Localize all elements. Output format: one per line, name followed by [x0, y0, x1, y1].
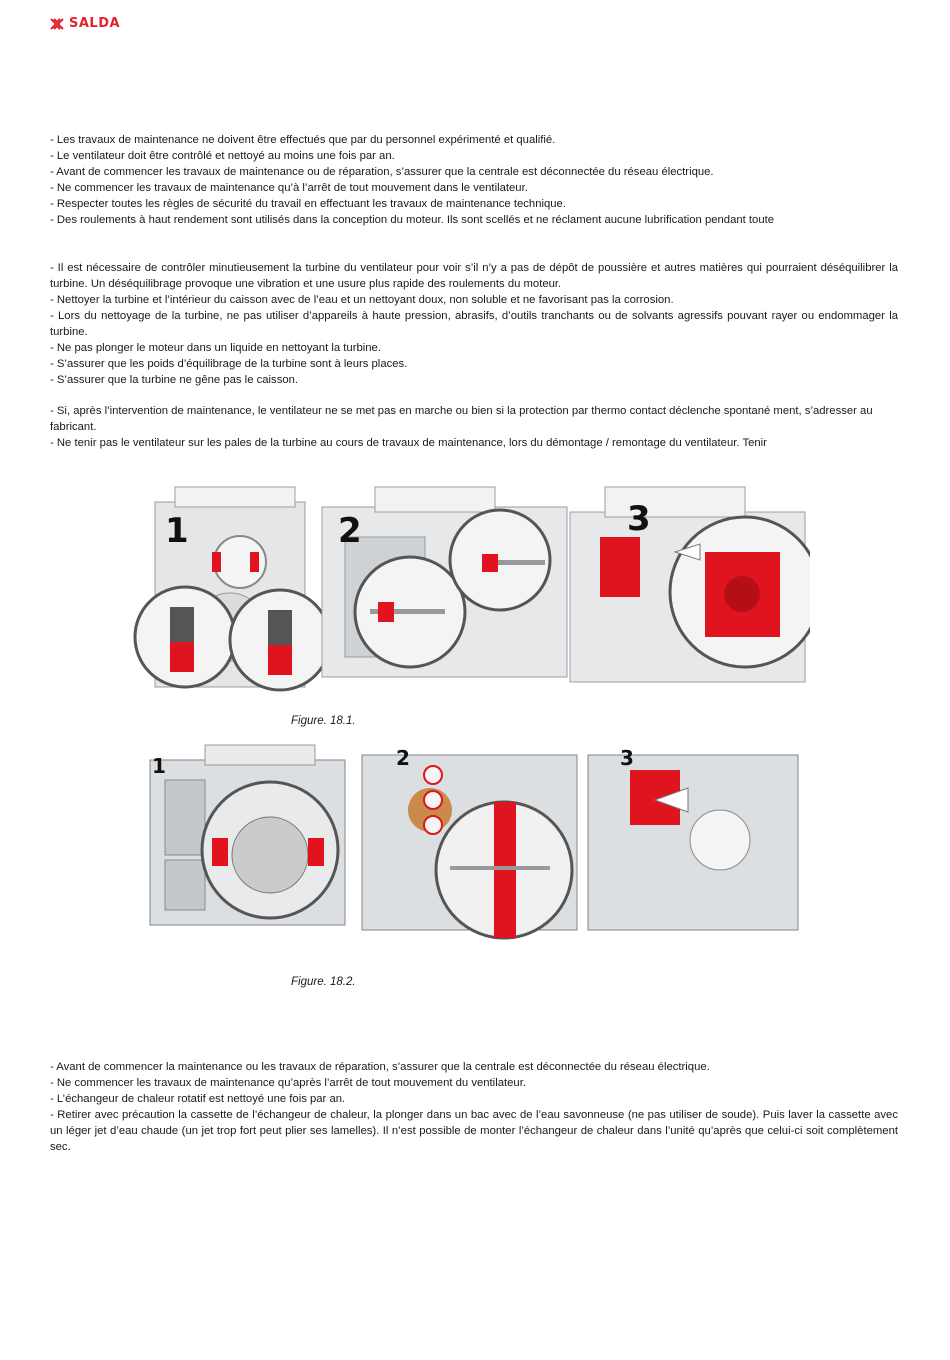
salda-logo [50, 16, 120, 31]
heat-exchanger-list [50, 1059, 898, 1155]
general-maintenance-list [50, 132, 898, 228]
step-number: 2 [396, 746, 410, 770]
list-item: - Avant de commencer la maintenance ou les travaux de réparation, s’assurer que la centrale est déconnectée du réseau électrique. [50, 1061, 710, 1073]
list-item: - L’échangeur de chaleur rotatif est nettoyé une fois par an. [50, 1093, 346, 1105]
list-item: - Lors du nettoyage de la turbine, ne pas utiliser d’appareils à haute pression, abrasifs, d’outils tranchants ou de solvants agressifs pouvant rayer ou endommager la turbine. [50, 310, 898, 338]
figure-18-1 [130, 482, 810, 697]
step-number: 1 [165, 511, 189, 551]
figure-18-2-caption: Figure. 18.2. [291, 976, 356, 988]
fan-warning-list [50, 403, 898, 451]
step-number: 2 [338, 511, 362, 551]
list-item: - Ne pas plonger le moteur dans un liquide en nettoyant la turbine. [50, 342, 381, 354]
figure-18-2 [140, 740, 810, 950]
step-number: 3 [620, 746, 634, 770]
figure-18-1-panel-2 [322, 487, 567, 677]
list-item: - Ne commencer les travaux de maintenance qu’à l’arrêt de tout mouvement dans le ventilateur. [50, 182, 528, 194]
figure-18-1-panel-1 [135, 487, 330, 690]
list-item: - Il est nécessaire de contrôler minutieusement la turbine du ventilateur pour voir s’il n’y a pas de dépôt de poussière et autres matières qui pourraient déséquilibrer la turbine. Un déséquilibrage provoque une vibration et une usure plus rapide des roulements du moteur. [50, 262, 898, 290]
figure-18-2-panel-1 [150, 745, 345, 925]
list-item: - Le ventilateur doit être contrôlé et nettoyé au moins une fois par an. [50, 150, 395, 162]
list-item: - Nettoyer la turbine et l’intérieur du caisson avec de l’eau et un nettoyant doux, non soluble et ne favorisant pas la corrosion. [50, 294, 674, 306]
figure-18-1-panel-3 [570, 487, 810, 682]
figure-18-1-caption: Figure. 18.1. [291, 715, 356, 727]
list-item: - Ne commencer les travaux de maintenance qu’après l’arrêt de tout mouvement du ventilateur. [50, 1077, 526, 1089]
list-item: - Avant de commencer les travaux de maintenance ou de réparation, s’assurer que la centrale est déconnectée du réseau électrique. [50, 166, 714, 178]
turbine-cleaning-list [50, 260, 898, 388]
salda-logo-icon [50, 18, 64, 30]
step-number: 1 [152, 754, 166, 778]
list-item: - S’assurer que la turbine ne gêne pas le caisson. [50, 374, 299, 386]
step-number: 3 [627, 499, 651, 539]
brand-name: SALDA [69, 16, 121, 31]
list-item: - Les travaux de maintenance ne doivent être effectués que par du personnel expérimenté et qualifié. [50, 134, 556, 146]
list-item: - Des roulements à haut rendement sont utilisés dans la conception du moteur. Ils sont scellés et ne réclament aucune lubrification pendant toute [50, 214, 775, 226]
list-item: - Respecter toutes les règles de sécurité du travail en effectuant les travaux de maintenance technique. [50, 198, 566, 210]
list-item: - S’assurer que les poids d’équilibrage de la turbine sont à leurs places. [50, 358, 408, 370]
figure-18-2-panel-2 [362, 746, 577, 938]
figure-18-2-panel-3 [588, 746, 798, 930]
list-item: - Ne tenir pas le ventilateur sur les pales de la turbine au cours de travaux de maintenance, lors du démontage / remontage du ventilateur. Tenir [50, 437, 767, 449]
list-item: - Si, après l’intervention de maintenance, le ventilateur ne se met pas en marche ou bien si la protection par thermo contact déclenche spontané ment, s’adresser au fabricant. [50, 405, 873, 433]
list-item: - Retirer avec précaution la cassette de l’échangeur de chaleur, la plonger dans un bac avec de l’eau savonneuse (ne pas utiliser de soude). Puis laver la cassette avec un léger jet d’eau chaude (un jet trop fort peut plier ses lamelles). Il n’est possible de monter l’échangeur de chaleur dans l’unité qu’après que celui-ci soit complètement sec. [50, 1109, 898, 1153]
